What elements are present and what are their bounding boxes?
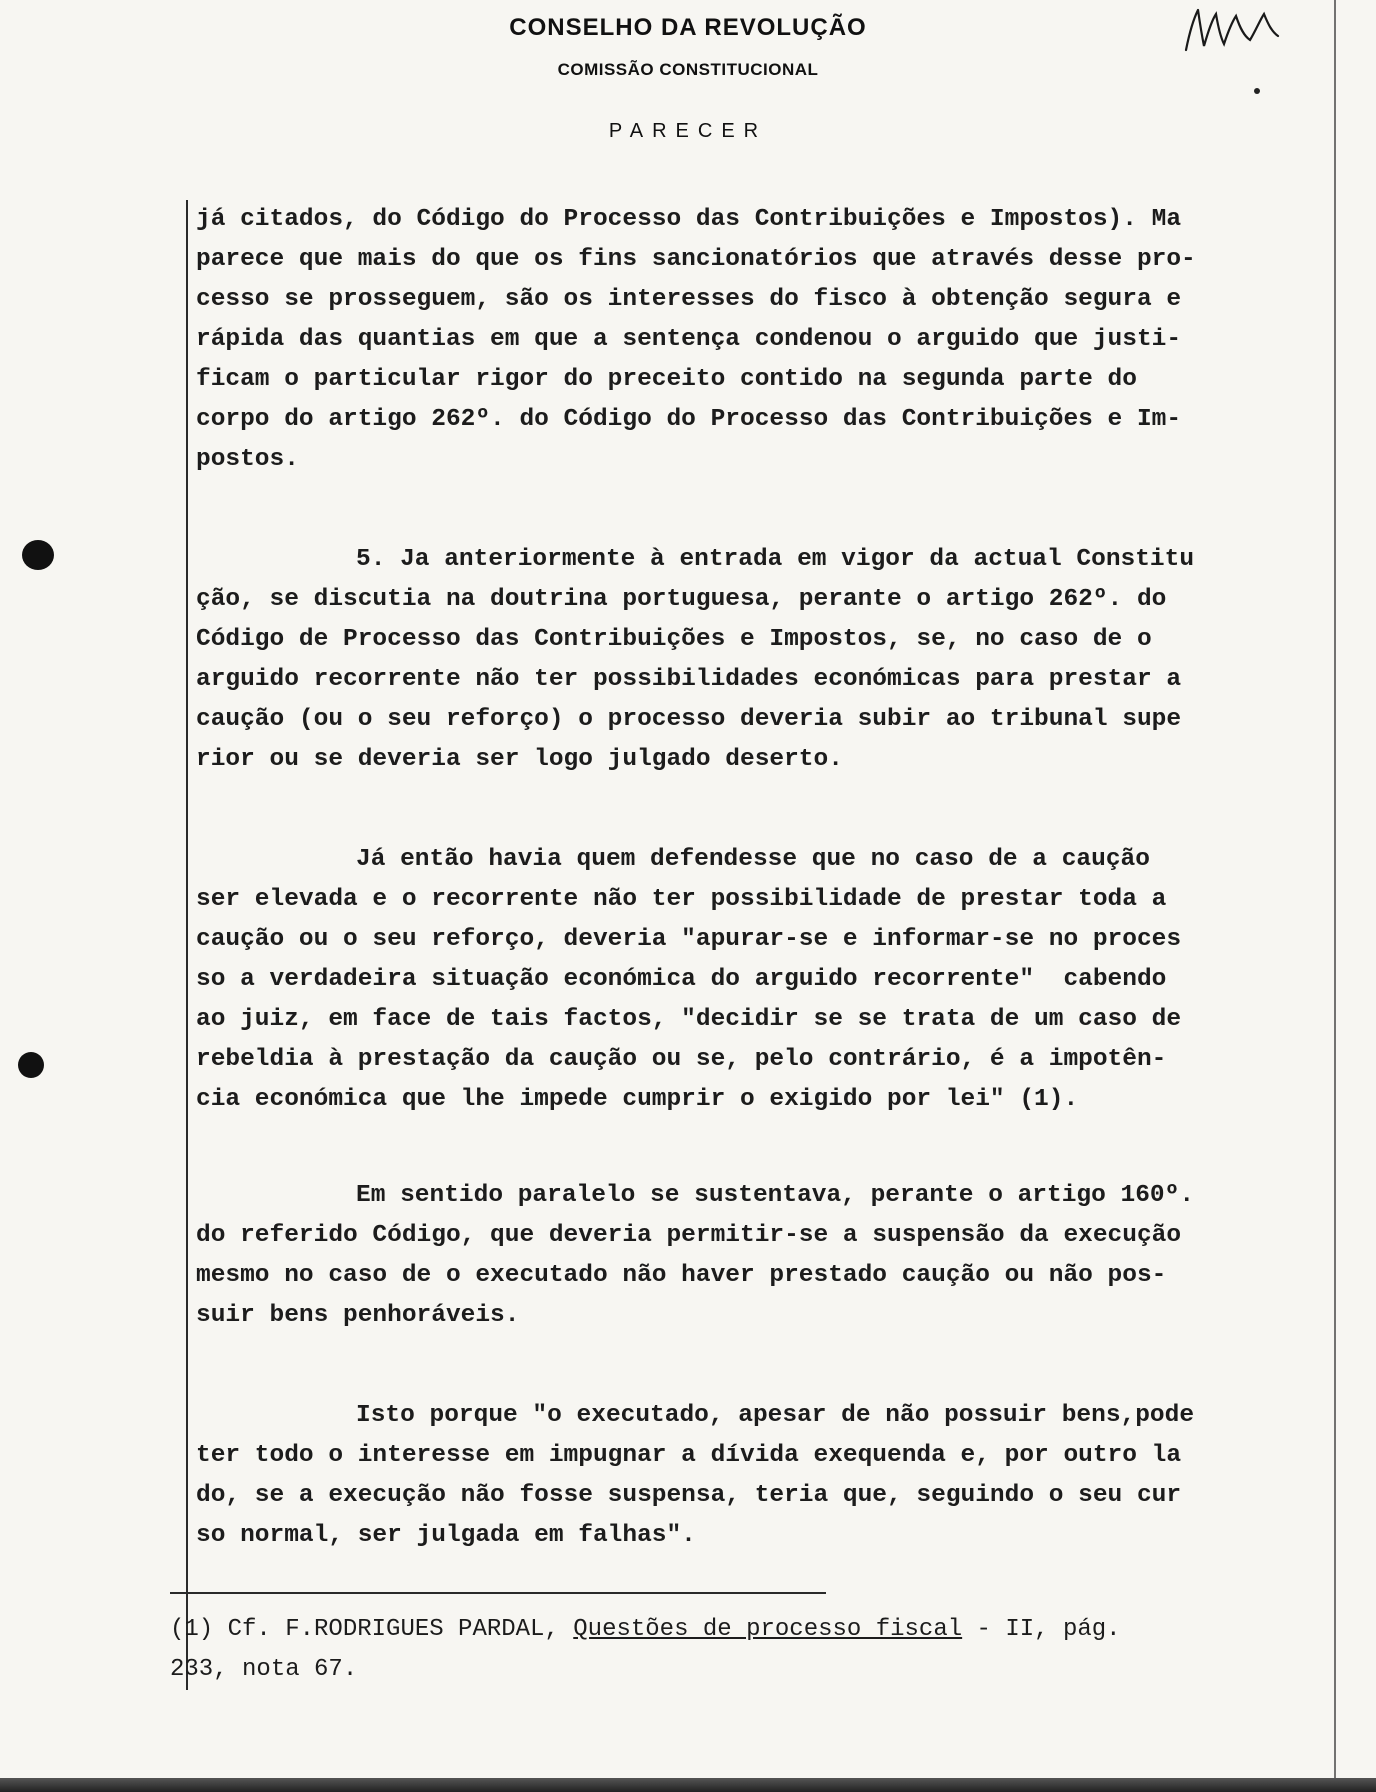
text-line: arguido recorrente não ter possibilidades económicas para prestar a bbox=[196, 666, 1182, 693]
text-line: postos. bbox=[196, 446, 299, 473]
footnote-line: 233, nota 67. bbox=[170, 1656, 358, 1683]
paragraph bbox=[196, 840, 1326, 1120]
paragraph bbox=[196, 200, 1326, 480]
commission-name: COMISSÃO CONSTITUCIONAL bbox=[557, 60, 819, 79]
right-page-edge bbox=[1334, 0, 1336, 1792]
text-line: Código de Processo das Contribuições e Impostos, se, no caso de o bbox=[196, 626, 1152, 653]
text-line: ção, se discutia na doutrina portuguesa, perante o artigo 262º. do bbox=[196, 586, 1167, 613]
text-line: Já então havia quem defendesse que no caso de a caução bbox=[356, 846, 1150, 873]
text-line: corpo do artigo 262º. do Código do Processo das Contribuições e Im- bbox=[196, 406, 1182, 433]
text-line: Em sentido paralelo se sustentava, perante o artigo 160º. bbox=[356, 1182, 1195, 1209]
text-line: parece que mais do que os fins sancionatórios que através desse pro- bbox=[196, 246, 1196, 273]
text-line: so normal, ser julgada em falhas". bbox=[196, 1522, 696, 1549]
footnote-citation: (1) Cf. F.RODRIGUES PARDAL, bbox=[170, 1616, 574, 1643]
paragraph-gap bbox=[196, 480, 1326, 540]
document-body bbox=[196, 200, 1326, 1556]
footnote-separator bbox=[170, 1592, 826, 1594]
left-margin-rule bbox=[186, 200, 188, 1690]
text-line: ficam o particular rigor do preceito contido na segunda parte do bbox=[196, 366, 1137, 393]
text-line: 5. Ja anteriormente à entrada em vigor da actual Constitu bbox=[356, 546, 1195, 573]
ink-dot bbox=[1254, 88, 1260, 94]
text-line: do, se a execução não fosse suspensa, teria que, seguindo o seu cur bbox=[196, 1482, 1182, 1509]
text-line: do referido Código, que deveria permitir-se a suspensão da execução bbox=[196, 1222, 1182, 1249]
text-line: ter todo o interesse em impugnar a dívida exequenda e, por outro la bbox=[196, 1442, 1182, 1469]
text-line: ser elevada e o recorrente não ter possibilidade de prestar toda a bbox=[196, 886, 1167, 913]
punch-hole-mark bbox=[18, 1052, 44, 1078]
text-line: suir bens penhoráveis. bbox=[196, 1302, 520, 1329]
paragraph-gap bbox=[196, 1120, 1326, 1176]
text-line: caução (ou o seu reforço) o processo deveria subir ao tribunal supe bbox=[196, 706, 1182, 733]
document-type: PARECER bbox=[608, 120, 768, 142]
handwritten-initials-signature bbox=[1180, 0, 1320, 60]
text-line: ao juiz, em face de tais factos, "decidir se se trata de um caso de bbox=[196, 1006, 1182, 1033]
text-line: so a verdadeira situação económica do arguido recorrente" cabendo bbox=[196, 966, 1167, 993]
text-line: cesso se prosseguem, são os interesses do fisco à obtenção segura e bbox=[196, 286, 1182, 313]
text-line: Isto porque "o executado, apesar de não possuir bens,pode bbox=[356, 1402, 1195, 1429]
organization-name: CONSELHO DA REVOLUÇÃO bbox=[509, 14, 867, 41]
footnote-citation-rest: - II, pág. bbox=[962, 1616, 1121, 1643]
scan-bottom-edge bbox=[0, 1778, 1376, 1792]
paragraph-gap bbox=[196, 1336, 1326, 1396]
paragraph bbox=[196, 1176, 1326, 1336]
text-line: caução ou o seu reforço, deveria "apurar-se e informar-se no proces bbox=[196, 926, 1182, 953]
paragraph bbox=[196, 1396, 1326, 1556]
text-line: rior ou se deveria ser logo julgado deserto. bbox=[196, 746, 843, 773]
paragraph bbox=[196, 540, 1326, 780]
text-line: mesmo no caso de o executado não haver prestado caução ou não pos- bbox=[196, 1262, 1167, 1289]
text-line: rebeldia à prestação da caução ou se, pelo contrário, é a impotên- bbox=[196, 1046, 1167, 1073]
text-line: já citados, do Código do Processo das Contribuições e Impostos). Ma bbox=[196, 206, 1182, 233]
paragraph-gap bbox=[196, 780, 1326, 840]
punch-hole-mark bbox=[22, 540, 54, 570]
text-line: rápida das quantias em que a sentença condenou o arguido que justi- bbox=[196, 326, 1182, 353]
footnote bbox=[170, 1610, 1320, 1690]
footnote-line bbox=[170, 1610, 1320, 1650]
text-line: cia económica que lhe impede cumprir o exigido por lei" (1). bbox=[196, 1086, 1079, 1113]
footnote-book-title: Questões de processo fiscal bbox=[573, 1616, 963, 1643]
